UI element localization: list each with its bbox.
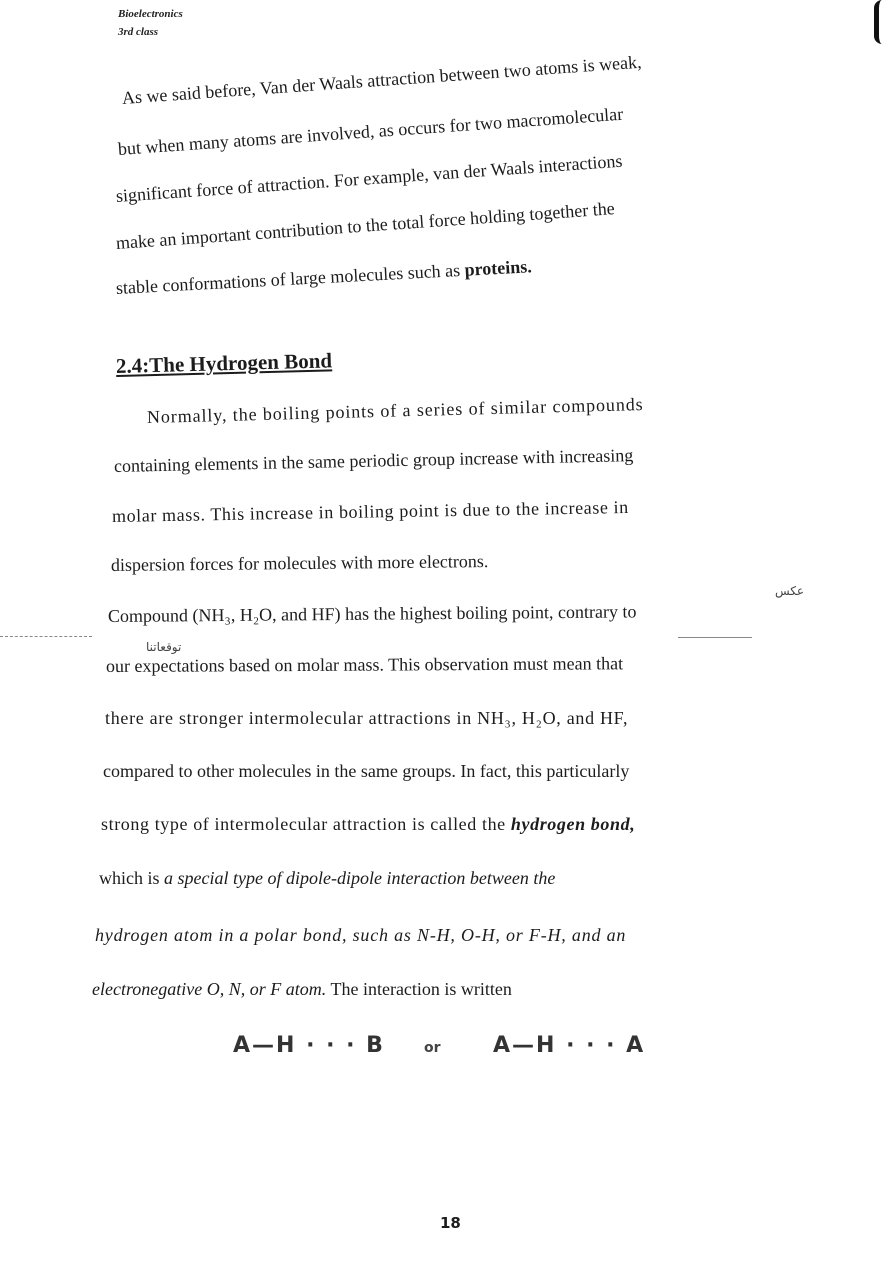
course-header: Bioelectronics xyxy=(118,8,183,20)
para2-line-2: our expectations based on molar mass. This observation must mean that xyxy=(105,653,624,676)
page-number: 18 xyxy=(440,1214,461,1232)
term-hydrogen-bond: hydrogen bond, xyxy=(510,814,636,834)
para2-line-7: hydrogen atom in a polar bond, such as N-H, O-H, or F-H, and an xyxy=(95,925,627,945)
para2-line-1: Compound (NH₃, H₂O, and HF) has the highest boiling point, contrary to xyxy=(107,601,637,626)
class-level-header: 3rd class xyxy=(118,26,159,38)
para1-line-3: molar mass. This increase in boiling point is due to the increase in xyxy=(111,496,629,526)
underline-contrary xyxy=(678,637,752,638)
para1-line-4: dispersion forces for molecules with more electrons. xyxy=(110,551,489,575)
annotation-contrary: عكس xyxy=(775,584,805,598)
para2-line-6 xyxy=(99,868,555,889)
formula-right: A—H · · · A xyxy=(493,1033,646,1058)
para2-line-5 xyxy=(101,814,635,835)
para2-line-8 xyxy=(92,979,512,1000)
vdw-line-4: make an important contribution to the total force holding together the xyxy=(115,198,616,253)
vdw-line-1: As we said before, Van der Waals attraction between two atoms is weak, xyxy=(121,51,643,108)
para2-line-3: there are stronger intermolecular attractions in NH₃, H₂O, and HF, xyxy=(105,708,629,728)
annotation-expectations: توقعاتنا xyxy=(146,640,182,654)
definition-part-1: a special type of dipole-dipole interaction between the xyxy=(164,868,556,888)
para1-line-1: Normally, the boiling points of a series of similar compounds xyxy=(146,394,644,427)
scan-edge-mark xyxy=(874,0,889,44)
scan-artifact-line xyxy=(0,636,92,637)
para2-line-6-text: which is xyxy=(99,868,160,888)
vdw-line-2: but when many atoms are involved, as occurs for two macromolecular xyxy=(117,103,624,159)
formula-left: A—H · · · B xyxy=(233,1033,385,1058)
para2-line-5-text: strong type of intermolecular attraction is called the xyxy=(101,814,506,834)
definition-part-3: electronegative O, N, or F atom. xyxy=(92,979,327,999)
section-heading: 2.4:The Hydrogen Bond xyxy=(115,348,333,378)
para1-line-2: containing elements in the same periodic group increase with increasing xyxy=(113,445,634,476)
vdw-line-3: significant force of attraction. For example, van der Waals interactions xyxy=(115,150,623,206)
vdw-line-5 xyxy=(115,256,532,299)
para2-line-4: compared to other molecules in the same groups. In fact, this particularly xyxy=(103,761,630,781)
vdw-line-5-text: stable conformations of large molecules such as xyxy=(115,259,461,298)
vdw-bold-proteins: proteins. xyxy=(464,256,533,280)
formula-or: or xyxy=(424,1040,441,1056)
para2-line-8-text: The interaction is written xyxy=(330,979,512,999)
